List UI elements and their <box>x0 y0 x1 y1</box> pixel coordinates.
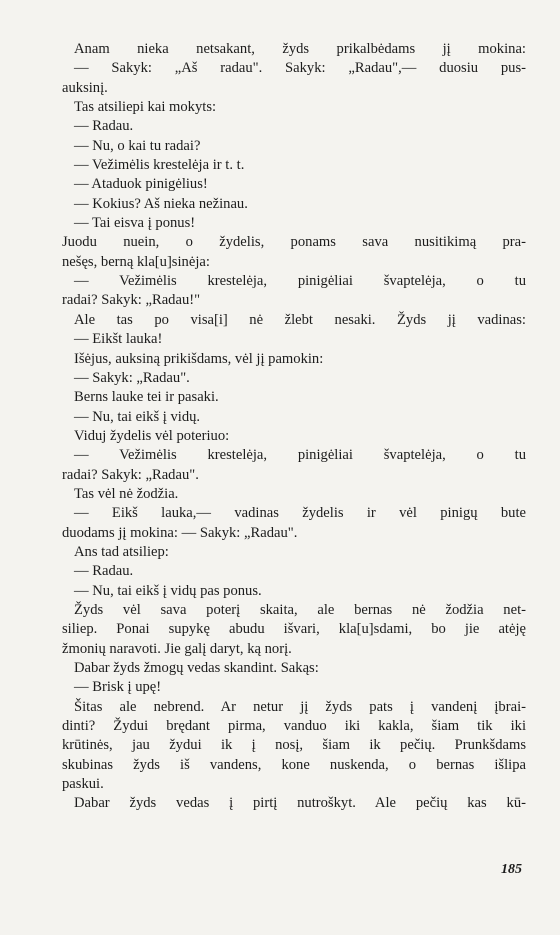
text-line: Dabar žyds žmogų vedas skandint. Sakąs: <box>74 660 319 676</box>
text-line: — Eikšt lauka! <box>74 331 163 348</box>
text-line: dinti? Žydui brędant pirma, vanduo iki kakla, šiam tik iki <box>62 718 526 735</box>
text-line: — Vežimėlis krestelėja ir t. t. <box>74 157 245 174</box>
text-line: — Sakyk: „Aš radau". Sakyk: „Radau",— duosiu pus- <box>74 60 526 77</box>
text-line: Tas vėl nė žodžia. <box>74 485 179 502</box>
text-line: skubinas žyds iš vandens, kone nuskenda, o bernas išlipa <box>62 756 526 773</box>
text-line: — Tai eisva į ponus! <box>74 215 196 232</box>
page-number: 185 <box>501 862 522 877</box>
text-line: Anam nieka netsakant, žyds prikalbėdams jį mokina: <box>74 41 526 57</box>
text-line: duodams jį mokina: — Sakyk: „Radau". <box>62 524 298 541</box>
text-line: nešęs, berną kla[u]sinėja: <box>62 253 210 270</box>
text-line: auksinį. <box>62 79 108 96</box>
text-line: Ans tad atsiliep: <box>74 543 169 560</box>
text-line: Dabar žyds vedas į pirtį nutroškyt. Ale pečių kas kū- <box>74 795 526 812</box>
text-line: — Radau. <box>74 563 134 580</box>
text-line: Tas atsiliepi kai mokyts: <box>74 99 217 116</box>
text-line: siliep. Ponai supykę abudu išvari, kla[u]sdami, bo jie atėję <box>62 621 526 638</box>
text-line: — Vežimėlis krestelėja, pinigėliai švaptelėja, o tu <box>74 447 526 464</box>
text-line: — Sakyk: „Radau". <box>74 369 190 386</box>
text-line: paskui. <box>62 776 104 793</box>
text-line: krūtinės, jau žydui ik į nosį, šiam ik pečių. Prunkšdams <box>62 737 526 754</box>
text-line: — Nu, o kai tu radai? <box>74 137 201 154</box>
text-line: Šitas ale nebrend. Ar netur jį žyds pats į vandenį įbrai- <box>74 698 526 715</box>
text-line: radai? Sakyk: „Radau!" <box>62 292 201 309</box>
text-line: Juodu nuein, o žydelis, ponams sava nusitikimą pra- <box>62 234 526 251</box>
text-line: — Nu, tai eikš į vidų. <box>74 408 201 425</box>
text-line: — Kokius? Aš nieka nežinau. <box>74 195 248 212</box>
text-line: radai? Sakyk: „Radau". <box>62 466 199 483</box>
text-line: Žyds vėl sava poterį skaita, ale bernas nė žodžia net- <box>74 601 526 618</box>
text-line: Ale tas po visa[i] nė žlebt nesaki. Žyds jį vadinas: <box>74 311 526 328</box>
text-line: — Vežimėlis krestelėja, pinigėliai švaptelėja, o tu <box>74 273 526 290</box>
text-line: Berns lauke tei ir pasaki. <box>74 389 219 406</box>
text-line: — Nu, tai eikš į vidų pas ponus. <box>74 582 262 599</box>
text-line: žmonių naravoti. Jie galį daryt, ką norį. <box>62 640 292 657</box>
text-line: Viduj žydelis vėl poteriuo: <box>74 427 230 444</box>
body-text <box>62 40 526 814</box>
text-line: Išėjus, auksiną prikišdams, vėl jį pamokin: <box>74 350 324 367</box>
text-line: — Brisk į upę! <box>74 679 162 696</box>
text-line: — Eikš lauka,— vadinas žydelis ir vėl pinigų bute <box>74 505 526 522</box>
text-line: — Ataduok pinigėlius! <box>74 176 208 193</box>
text-line: — Radau. <box>74 118 134 135</box>
